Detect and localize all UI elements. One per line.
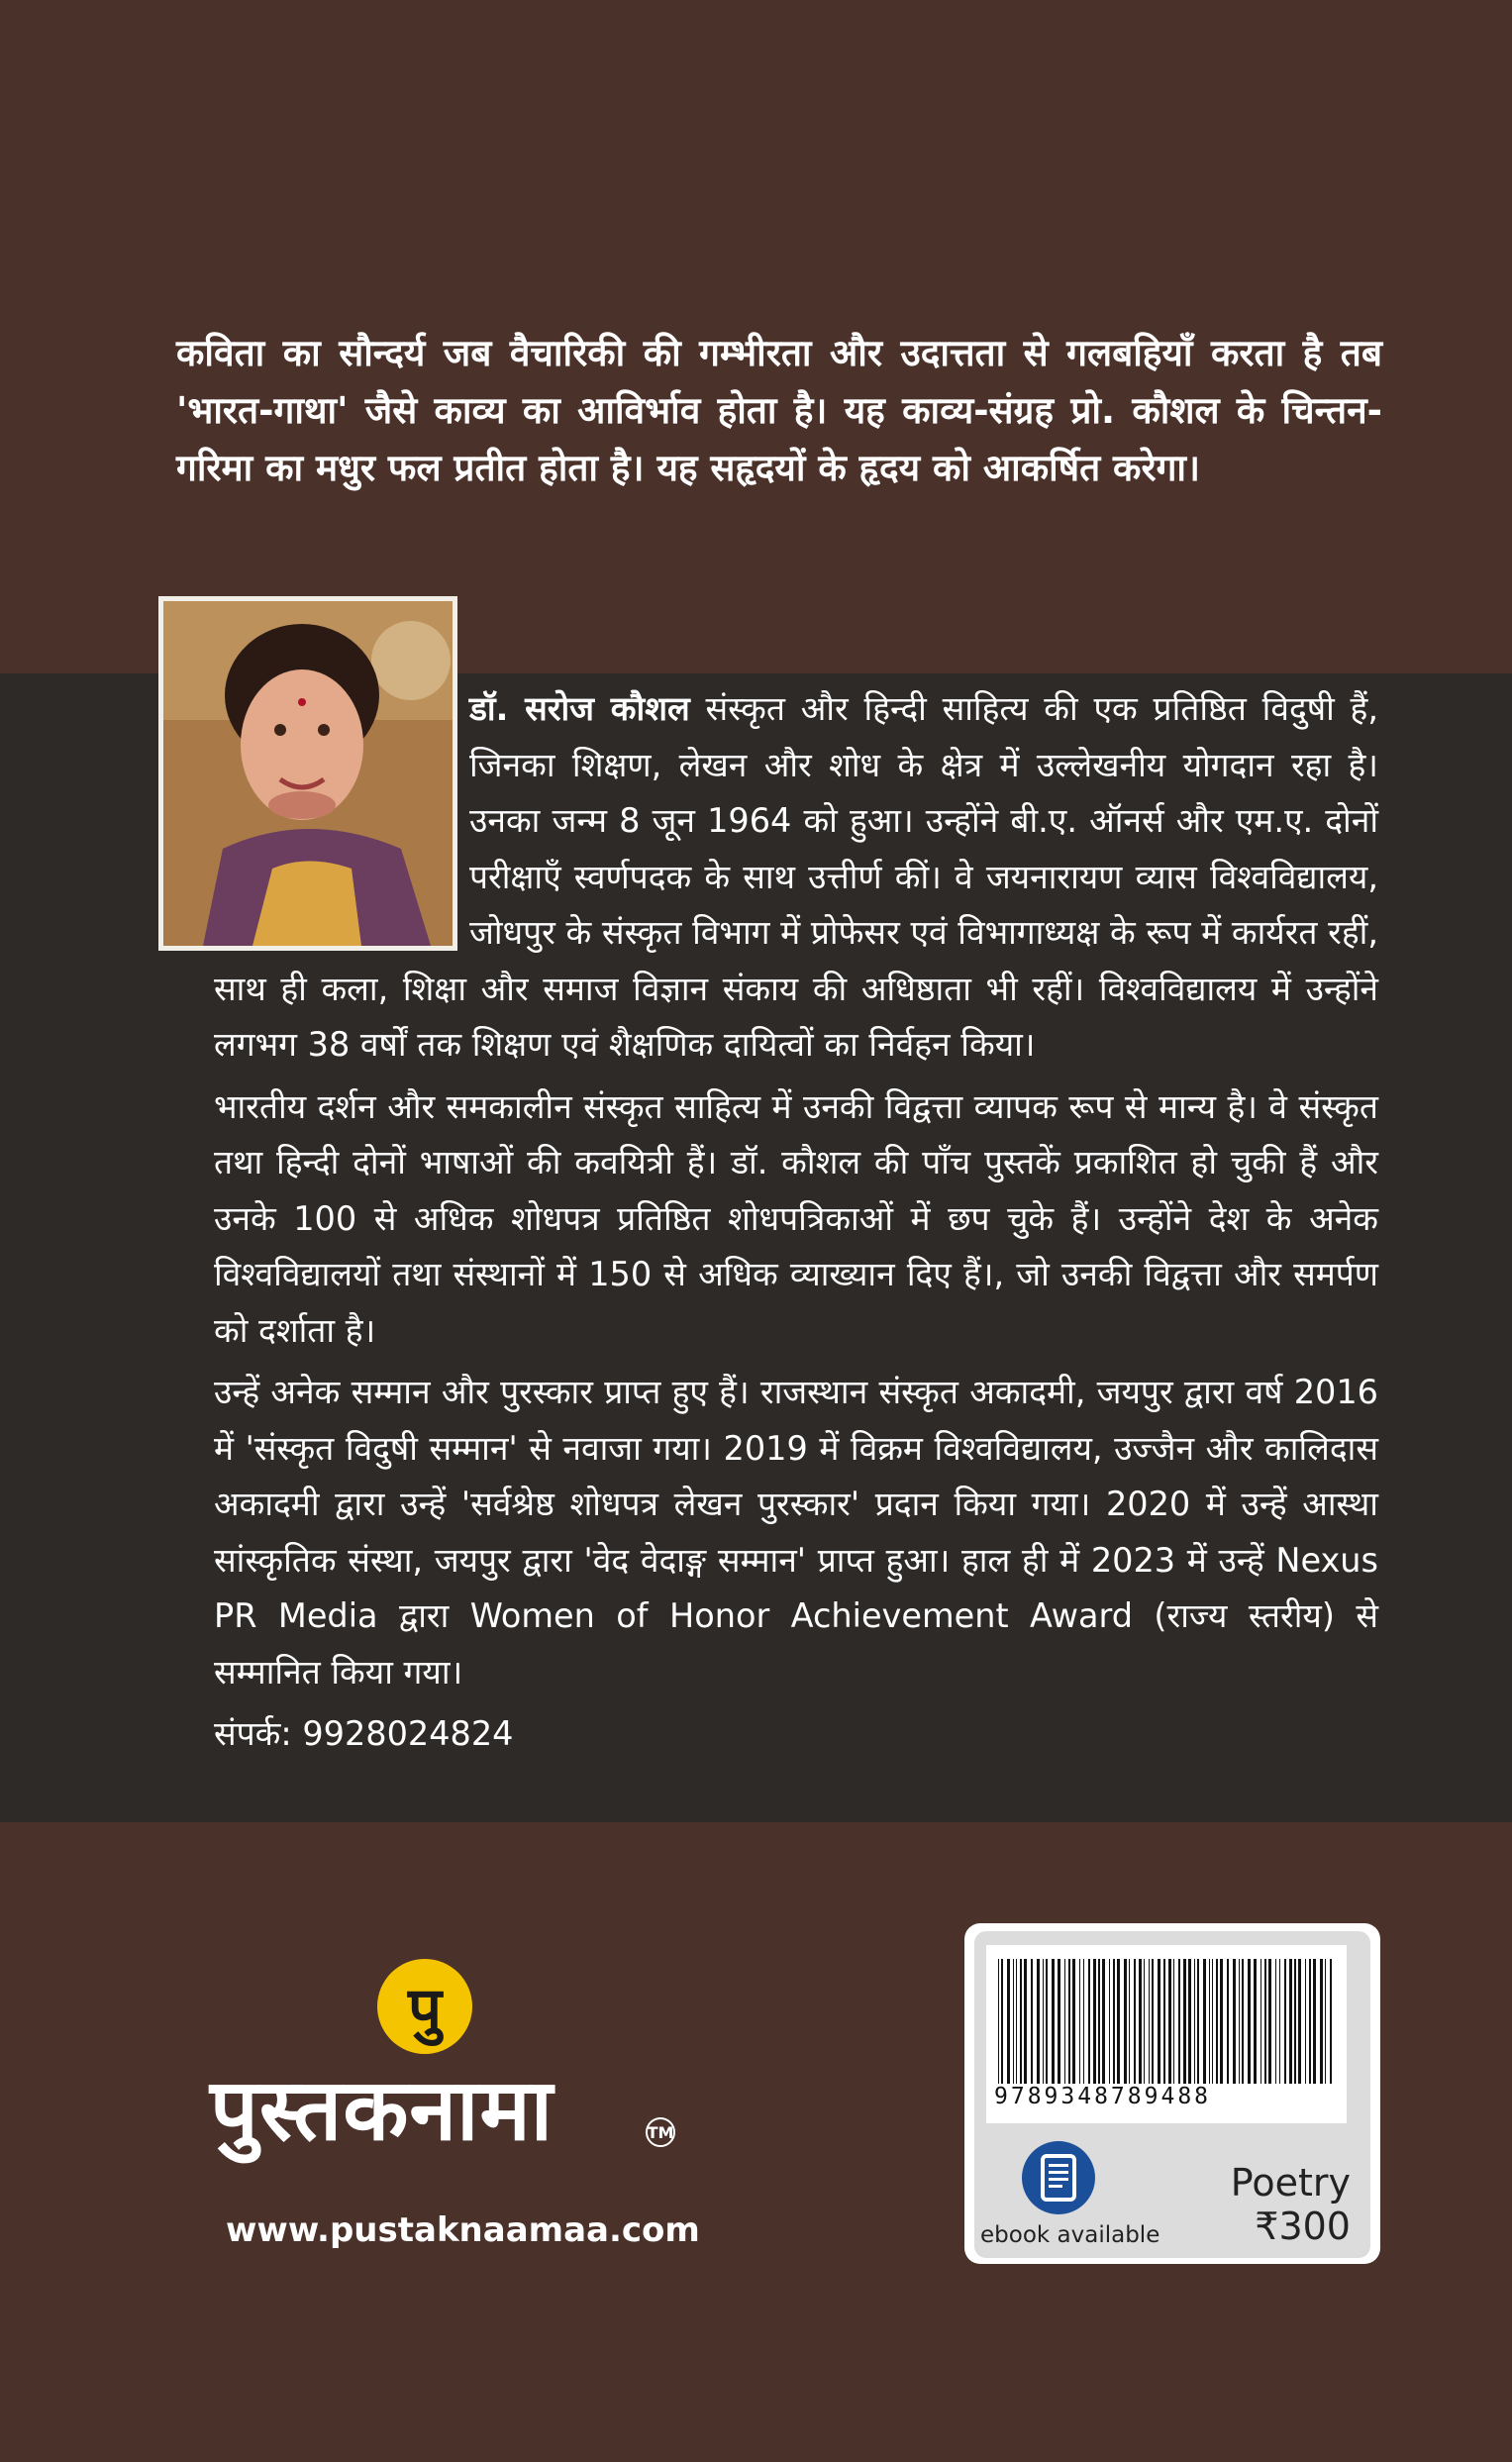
- ebook-reader-icon[interactable]: [1022, 2141, 1095, 2214]
- bio-paragraph-1-text: संस्कृत और हिन्दी साहित्य की एक प्रतिष्ठित विदुषी हैं, जिनका शिक्षण, लेखन और शोध के क्षेत्र में उल्लेखनीय योगदान रहा है। उनका जन्म 8 जून 1964 को हुआ। उन्होंने बी.ए. ऑनर्स और एम.ए. दोनों परीक्षाएँ स्वर्णपदक के साथ उत्तीर्ण कीं। वे जयनारायण व्यास विश्वविद्यालय, जोधपुर के संस्कृत विभाग में प्रोफेसर एवं विभागाध्यक्ष के रूप में कार्यरत रहीं, साथ ही कला, शिक्षा और समाज विज्ञान संकाय की अधिष्ठाता भी रहीं। विश्वविद्यालय में उन्होंने लगभग 38 वर्षों तक शिक्षण एवं शैक्षणिक दायित्वों का निर्वहन किया।: [214, 689, 1378, 1064]
- barcode-bar: [1330, 1959, 1332, 2084]
- barcode-bar: [1158, 1959, 1160, 2084]
- contact-line: संपर्क: 9928024824: [214, 1714, 514, 1753]
- barcode-bar: [1134, 1959, 1136, 2084]
- isbn-number: 9789348789488: [994, 2084, 1212, 2109]
- barcode-bar: [1093, 1959, 1096, 2084]
- barcode-bar: [1216, 1959, 1218, 2084]
- publisher-logo-icon: पु: [377, 1959, 472, 2054]
- barcode-area: [986, 1945, 1347, 2123]
- barcode-panel: [964, 1923, 1380, 2264]
- barcode-bar: [1209, 1959, 1210, 2084]
- author-bio: [214, 681, 1378, 1769]
- barcode-bar: [1233, 1959, 1236, 2084]
- barcode-bar: [1279, 1959, 1280, 2084]
- barcode-bar: [1037, 1959, 1040, 2084]
- barcode-bar: [1289, 1959, 1292, 2084]
- barcode-bar: [1173, 1959, 1174, 2084]
- barcode-bar: [1242, 1959, 1244, 2084]
- barcode-bar: [1309, 1959, 1311, 2084]
- barcode-bar: [1001, 1959, 1003, 2084]
- barcode-bar: [1264, 1959, 1266, 2084]
- barcode-bar: [1129, 1959, 1130, 2084]
- barcode-bar: [1068, 1959, 1070, 2084]
- barcode-bar: [1197, 1959, 1199, 2084]
- barcode-panel-inner: [974, 1931, 1370, 2258]
- barcode-bar: [1188, 1959, 1191, 2084]
- barcode-bar: [1031, 1959, 1033, 2084]
- barcode-bar: [1072, 1959, 1075, 2084]
- barcode-bar: [1260, 1959, 1261, 2084]
- barcode-bar: [1113, 1959, 1115, 2084]
- barcode-bar: [1313, 1959, 1316, 2084]
- barcode-bar: [1013, 1959, 1014, 2084]
- barcode-bar: [1254, 1959, 1257, 2084]
- barcode-bar: [1016, 1959, 1017, 2084]
- book-genre: Poetry: [1230, 2161, 1351, 2205]
- barcode-bar: [1239, 1959, 1240, 2084]
- barcode-bar: [1144, 1959, 1145, 2084]
- barcode-bar: [1124, 1959, 1127, 2084]
- barcode-bar: [1248, 1959, 1251, 2084]
- barcode-bar: [1102, 1959, 1105, 2084]
- book-price: ₹300: [1255, 2205, 1351, 2248]
- ebook-label: ebook available: [980, 2222, 1160, 2248]
- publisher-website[interactable]: www.pustaknaamaa.com: [226, 2210, 700, 2250]
- bio-paragraph-3: उन्हें अनेक सम्मान और पुरस्कार प्राप्त हुए हैं। राजस्थान संस्कृत अकादमी, जयपुर द्वारा वर्ष 2016 में 'संस्कृत विदुषी सम्मान' से नवाजा गया। 2019 में विक्रम विश्वविद्यालय, उज्जैन और कालिदास अकादमी द्वारा उन्हें 'सर्वश्रेष्ठ शोधपत्र लेखन पुरस्कार' प्रदान किया गया। 2020 में उन्हें आस्था सांस्कृतिक संस्था, जयपुर द्वारा 'वेद वेदाङ्ग सम्मान' प्राप्त हुआ। हाल ही में 2023 में उन्हें Nexus PR Media द्वारा Women of Honor Achievement Award (राज्य स्तरीय) से सम्मानित किया गया।: [214, 1373, 1379, 1692]
- barcode-bar: [1163, 1959, 1165, 2084]
- barcode-bar: [1268, 1959, 1271, 2084]
- author-name: डॉ. सरोज कौशल: [469, 689, 690, 728]
- barcode-bar: [1149, 1959, 1150, 2084]
- barcode-bar: [1024, 1959, 1027, 2084]
- barcode-bar: [1294, 1959, 1296, 2084]
- barcode-bar: [1098, 1959, 1100, 2084]
- barcode-bar: [1043, 1959, 1044, 2084]
- photo-spacer: [214, 681, 469, 939]
- barcode-bar: [1083, 1959, 1084, 2084]
- barcode-bar: [1064, 1959, 1065, 2084]
- barcode-bar: [1088, 1959, 1090, 2084]
- barcode-bar: [1325, 1959, 1326, 2084]
- barcode-bar: [1298, 1959, 1301, 2084]
- barcode-bars: [996, 1959, 1335, 2084]
- barcode-bar: [1220, 1959, 1223, 2084]
- barcode-bar: [998, 1959, 999, 2084]
- barcode-bar: [1183, 1959, 1186, 2084]
- barcode-bar: [1020, 1959, 1022, 2084]
- barcode-bar: [1227, 1959, 1229, 2084]
- back-cover-quote: कविता का सौन्दर्य जब वैचारिकी की गम्भीरता और उदात्तता से गलबहियाँ करता है तब 'भारत-गाथा' जैसे काव्य का आविर्भाव होता है। यह काव्य-संग्रह प्रो. कौशल के चिन्तन-गरिमा का मधुर फल प्रतीत होता है। यह सहृदयों के हृदय को आकर्षित करेगा।: [176, 332, 1382, 489]
- trademark-icon: TM: [646, 2117, 675, 2147]
- barcode-bar: [1275, 1959, 1276, 2084]
- barcode-bar: [1168, 1959, 1171, 2084]
- barcode-bar: [1152, 1959, 1154, 2084]
- barcode-bar: [1139, 1959, 1142, 2084]
- barcode-bar: [1178, 1959, 1180, 2084]
- barcode-bar: [1284, 1959, 1286, 2084]
- barcode-bar: [1194, 1959, 1195, 2084]
- barcode-bar: [1212, 1959, 1213, 2084]
- barcode-bar: [1079, 1959, 1080, 2084]
- barcode-bar: [1052, 1959, 1055, 2084]
- barcode-bar: [1007, 1959, 1010, 2084]
- barcode-bar: [1046, 1959, 1048, 2084]
- barcode-bar: [1305, 1959, 1306, 2084]
- barcode-bar: [1117, 1959, 1120, 2084]
- barcode-bar: [1203, 1959, 1206, 2084]
- bio-paragraph-2: भारतीय दर्शन और समकालीन संस्कृत साहित्य में उनकी विद्वत्ता व्यापक रूप से मान्य है। वे संस्कृत तथा हिन्दी दोनों भाषाओं की कवयित्री हैं। डॉ. कौशल की पाँच पुस्तकें प्रकाशित हो चुकी हैं और उनके 100 से अधिक शोधपत्र प्रतिष्ठित शोधपत्रिकाओं में छप चुके हैं। उन्होंने देश के अनेक विश्वविद्यालयों तथा संस्थानों में 150 से अधिक व्याख्यान दिए हैं।, जो उनकी विद्वत्ता और समर्पण को दर्शाता है।: [214, 1086, 1378, 1350]
- barcode-bar: [1109, 1959, 1110, 2084]
- publisher-name: पुस्तकनामा: [210, 2061, 554, 2160]
- barcode-bar: [1320, 1959, 1323, 2084]
- barcode-bar: [1058, 1959, 1060, 2084]
